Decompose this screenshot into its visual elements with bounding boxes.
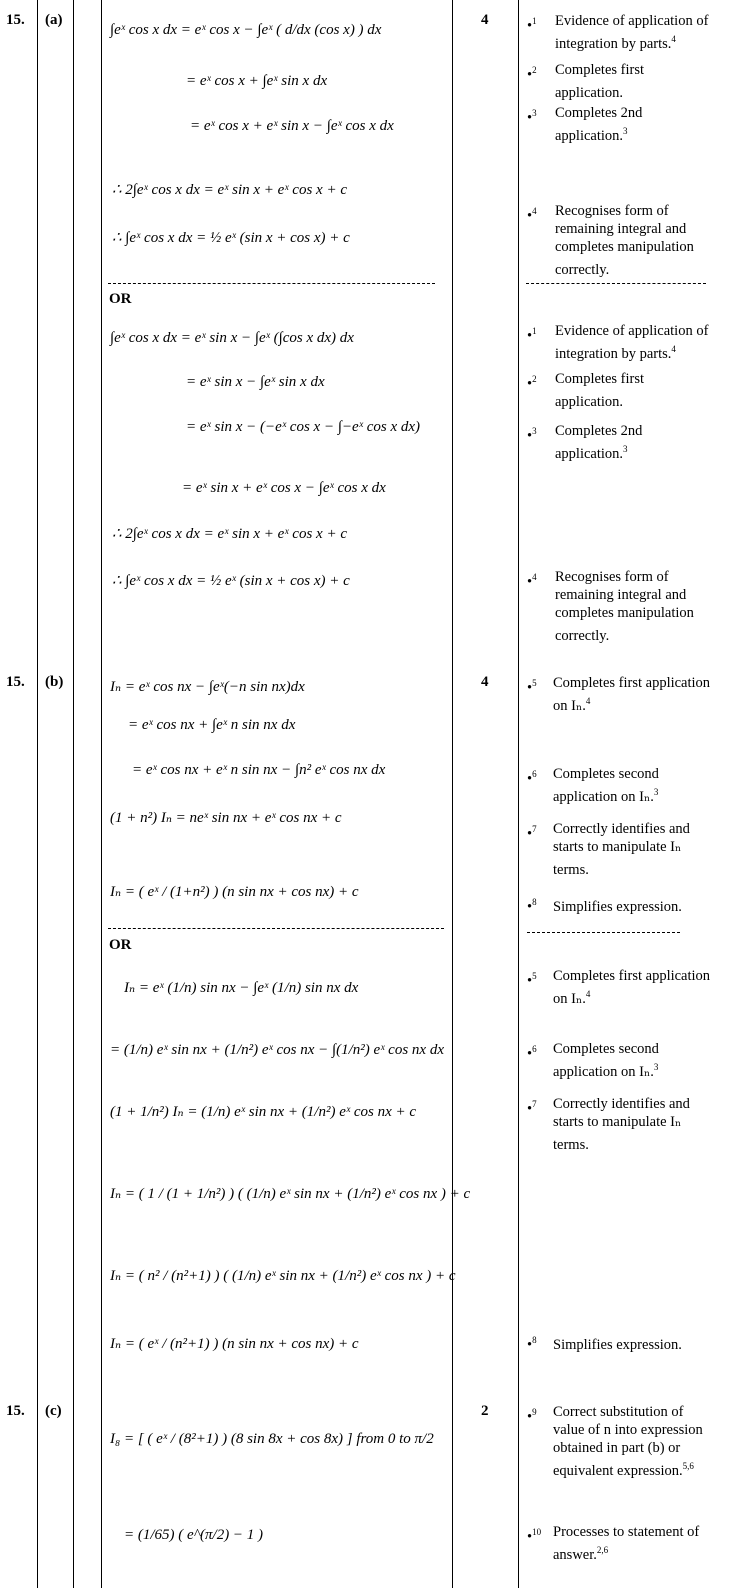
working-line: = eˣ cos nx + eˣ n sin nx − ∫n² eˣ cos nx dx <box>132 762 386 778</box>
criterion-item <box>527 61 712 102</box>
bullet-icon: •$^2$ <box>527 65 537 83</box>
criterion-item: •$^6$ Completes second application on Iₙ.$^3$ <box>527 766 659 805</box>
bullet-icon: •$^6$ <box>527 769 537 787</box>
working-line: ∴ ∫eˣ cos x dx = ½ eˣ (sin x + cos x) + c <box>112 573 350 589</box>
or-label: OR <box>109 937 132 953</box>
criterion-text: Completes first application on Iₙ. <box>553 968 711 1007</box>
criterion-item: •$^6$ Completes second application on Iₙ.$^3$ <box>527 1041 659 1080</box>
criterion-text: Simplifies expression. <box>553 898 682 915</box>
bullet-icon: •$^7$ <box>527 1099 537 1117</box>
criterion-item: •$^3$ Completes 2nd application.$^3$ <box>527 105 643 144</box>
working-line: ∫eˣ cos x dx = eˣ sin x − ∫eˣ (∫cos x dx) dx <box>110 330 354 346</box>
working-line: Iₙ = eˣ cos nx − ∫eˣ(−n sin nx)dx <box>110 679 305 695</box>
alternative-separator <box>526 283 706 284</box>
alternative-separator <box>527 932 680 933</box>
working-line: = eˣ cos x + eˣ sin x − ∫eˣ cos x dx <box>190 118 394 134</box>
bullet-icon: •$^2$ <box>527 374 537 392</box>
part-label: (a) <box>45 12 63 28</box>
criterion-item <box>527 1331 712 1354</box>
criterion-text: Completes second application on Iₙ. <box>553 1041 659 1080</box>
working-line: Iₙ = ( 1 / (1 + 1/n²) ) ( (1/n) eˣ sin nx + (1/n²) eˣ cos nx ) + c <box>110 1186 471 1202</box>
bullet-icon: •$^6$ <box>527 1044 537 1062</box>
criterion-item <box>527 370 712 411</box>
criterion-text: Simplifies expression. <box>553 1336 682 1353</box>
criterion-text: Correctly identifies and starts to manipulate Iₙ terms. <box>553 821 690 878</box>
working-line: (1 + n²) Iₙ = neˣ sin nx + eˣ cos nx + c <box>110 810 342 826</box>
criterion-item: •$^9$ Correct substitution of value of n into expression obtained in part (b) or equivalent expression.$^{5,6}$ <box>527 1404 703 1479</box>
mark-value: 4 <box>481 12 489 28</box>
criterion-item: •$^{10}$ Processes to statement of answer.$^{2,6}$ <box>527 1524 700 1563</box>
criterion-text: Recognises form of remaining integral and completes manipulation correctly. <box>555 203 694 278</box>
criterion-text: Completes 2nd application. <box>555 423 643 462</box>
criterion-text: Correctly identifies and starts to manipulate Iₙ terms. <box>553 1096 690 1153</box>
bullet-icon: •$^5$ <box>527 678 537 696</box>
column-rule-1 <box>37 0 38 1588</box>
working-line: ∴ ∫eˣ cos x dx = ½ eˣ (sin x + cos x) + c <box>112 230 350 246</box>
bullet-icon: •$^9$ <box>527 1407 537 1425</box>
working-line: = (1/n) eˣ sin nx + (1/n²) eˣ cos nx − ∫(1/n²) eˣ cos nx dx <box>110 1042 444 1058</box>
bullet-icon: •$^1$ <box>527 326 537 344</box>
bullet-icon: •$^7$ <box>527 824 537 842</box>
working-line: Iₙ = eˣ (1/n) sin nx − ∫eˣ (1/n) sin nx dx <box>124 980 359 996</box>
criterion-text: Completes first application on Iₙ. <box>553 675 711 714</box>
question-number: 15. <box>6 674 25 690</box>
column-rule-3 <box>101 0 102 1588</box>
mark-value: 2 <box>481 1403 489 1419</box>
criterion-text: Processes to statement of answer. <box>553 1524 700 1563</box>
criterion-item: •$^3$ Completes 2nd application.$^3$ <box>527 423 643 462</box>
criterion-item <box>527 820 712 879</box>
working-line: = eˣ cos x + ∫eˣ sin x dx <box>186 73 328 89</box>
bullet-icon: •$^5$ <box>527 971 537 989</box>
criterion-text: Completes 2nd application. <box>555 105 643 144</box>
working-line: I₈ = [ ( eˣ / (8²+1) ) (8 sin 8x + cos 8x) ] from 0 to π/2 <box>110 1431 434 1447</box>
criterion-text: Completes first application. <box>555 371 645 410</box>
criterion-text: Completes second application on Iₙ. <box>553 766 659 805</box>
bullet-icon: •$^3$ <box>527 426 537 444</box>
working-line: (1 + 1/n²) Iₙ = (1/n) eˣ sin nx + (1/n²) eˣ cos nx + c <box>110 1104 417 1120</box>
part-label: (b) <box>45 674 64 690</box>
alternative-separator <box>108 283 435 284</box>
criterion-item <box>527 568 712 645</box>
or-label: OR <box>109 291 132 307</box>
criterion-item <box>527 202 712 279</box>
bullet-icon: •$^3$ <box>527 108 537 126</box>
question-number: 15. <box>6 1403 25 1419</box>
criterion-item <box>527 893 712 916</box>
working-line: Iₙ = ( eˣ / (1+n²) ) (n sin nx + cos nx) + c <box>110 884 359 900</box>
bullet-icon: •$^4$ <box>527 206 537 224</box>
working-line: ∴ 2∫eˣ cos x dx = eˣ sin x + eˣ cos x + c <box>112 526 347 542</box>
working-line: ∴ 2∫eˣ cos x dx = eˣ sin x + eˣ cos x + c <box>112 182 347 198</box>
criterion-text: Completes first application. <box>555 62 645 101</box>
column-rule-2 <box>73 0 74 1588</box>
column-rule-4 <box>452 0 453 1588</box>
working-line: Iₙ = ( n² / (n²+1) ) ( (1/n) eˣ sin nx + (1/n²) eˣ cos nx ) + c <box>110 1268 456 1284</box>
alternative-separator <box>108 928 444 929</box>
bullet-icon: •$^8$ <box>527 1335 537 1353</box>
criterion-text: Evidence of application of integration by parts. <box>555 323 709 362</box>
bullet-icon: •$^8$ <box>527 897 537 915</box>
working-line: = eˣ sin x − (−eˣ cos x − ∫−eˣ cos x dx) <box>186 419 421 435</box>
mark-value: 4 <box>481 674 489 690</box>
bullet-icon: •$^{10}$ <box>527 1527 542 1545</box>
part-label: (c) <box>45 1403 62 1419</box>
working-line: Iₙ = ( eˣ / (n²+1) ) (n sin nx + cos nx) + c <box>110 1336 359 1352</box>
criterion-item <box>527 1095 712 1154</box>
working-line: = eˣ sin x + eˣ cos x − ∫eˣ cos x dx <box>182 480 386 496</box>
criterion-item: •$^5$ Completes first application on Iₙ.$^4$ <box>527 675 711 714</box>
criterion-item: •$^1$ Evidence of application of integration by parts.$^4$ <box>527 323 709 362</box>
working-line: = (1/65) ( e^(π/2) − 1 ) <box>124 1527 264 1543</box>
column-rule-5 <box>518 0 519 1588</box>
criterion-item: •$^5$ Completes first application on Iₙ.$^4$ <box>527 968 711 1007</box>
working-line: = eˣ sin x − ∫eˣ sin x dx <box>186 374 325 390</box>
working-line: ∫eˣ cos x dx = eˣ cos x − ∫eˣ ( d/dx (cos x) ) dx <box>110 22 382 38</box>
question-number: 15. <box>6 12 25 28</box>
bullet-icon: •$^4$ <box>527 572 537 590</box>
criterion-text: Recognises form of remaining integral and completes manipulation correctly. <box>555 569 694 644</box>
criterion-item: •$^1$ Evidence of application of integration by parts.$^4$ <box>527 13 709 52</box>
working-line: = eˣ cos nx + ∫eˣ n sin nx dx <box>128 717 296 733</box>
bullet-icon: •$^1$ <box>527 16 537 34</box>
criterion-text: Correct substitution of value of n into expression obtained in part (b) or equivalent expression. <box>553 1404 703 1479</box>
criterion-text: Evidence of application of integration by parts. <box>555 13 709 52</box>
